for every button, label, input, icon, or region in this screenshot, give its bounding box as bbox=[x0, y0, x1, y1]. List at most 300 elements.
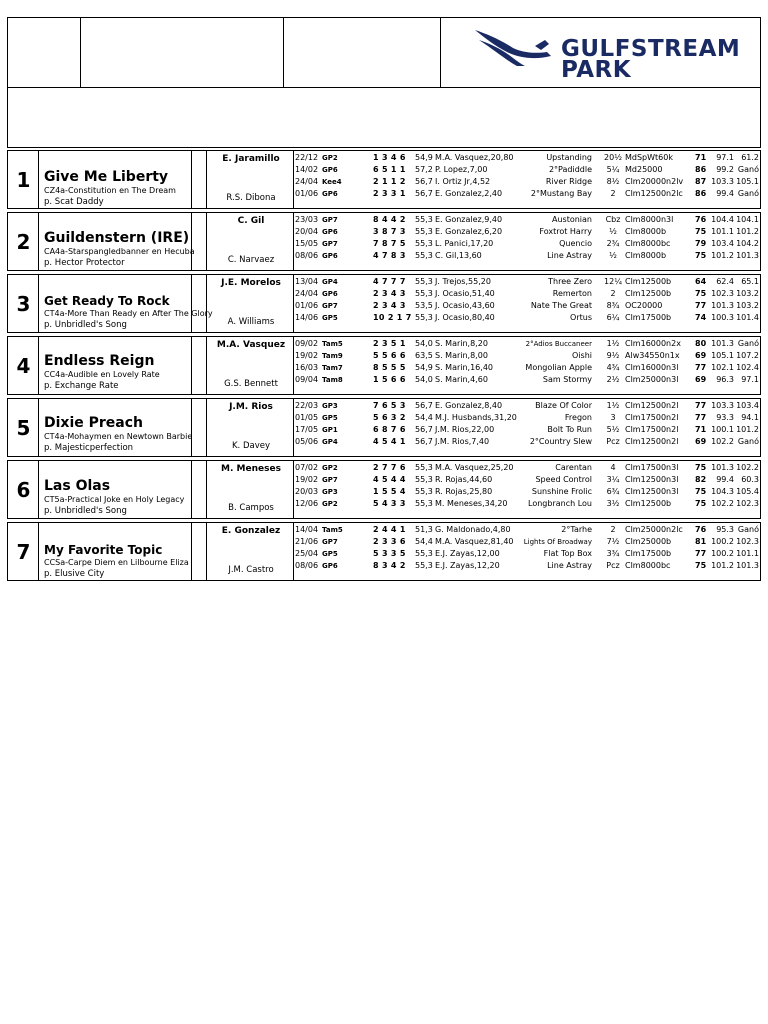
horse-pedigree: CT5a-Practical Joke en Holy Legacy bbox=[44, 495, 185, 504]
race-speed: 75 bbox=[695, 289, 707, 298]
race-speed: 75 bbox=[695, 251, 707, 260]
program-number: 1 bbox=[16, 167, 31, 192]
race-date: 08/06 bbox=[295, 561, 319, 570]
race-margin: 12¼ bbox=[604, 277, 622, 286]
race-class: Clm17500b bbox=[625, 549, 672, 558]
race-track: GP7 bbox=[322, 302, 338, 310]
race-jockey-odds: G. Maldonado,4,80 bbox=[435, 525, 511, 534]
race-figure-2: Ganó bbox=[737, 189, 759, 198]
race-figure-1: 100.3 bbox=[711, 313, 734, 322]
race-figure-2: 103.4 bbox=[736, 401, 759, 410]
race-track: GP6 bbox=[322, 190, 338, 198]
trainer-name: C. Narvaez bbox=[227, 255, 275, 265]
race-margin: 9½ bbox=[606, 351, 620, 360]
race-positions: 6 5 1 1 bbox=[373, 165, 406, 174]
race-track: Kee4 bbox=[322, 178, 342, 186]
program-number: 3 bbox=[16, 291, 31, 316]
race-weight: 56,7 bbox=[415, 401, 433, 410]
race-positions: 1 3 4 6 bbox=[373, 153, 406, 162]
race-jockey-odds: E. Gonzalez,9,40 bbox=[435, 215, 503, 224]
race-positions: 2 3 5 1 bbox=[373, 339, 406, 348]
jockey-name: J.E. Morelos bbox=[221, 278, 281, 288]
program-number: 4 bbox=[16, 353, 31, 378]
race-date: 09/02 bbox=[295, 339, 319, 348]
race-figure-2: 101.4 bbox=[736, 313, 759, 322]
entry-row bbox=[7, 460, 761, 519]
trainer-name: R.S. Dibona bbox=[226, 193, 276, 203]
race-margin: 2½ bbox=[606, 375, 620, 384]
race-positions: 2 3 4 3 bbox=[373, 301, 406, 310]
race-history bbox=[295, 214, 762, 262]
race-class: Clm8000bc bbox=[625, 239, 671, 248]
race-row bbox=[295, 374, 762, 386]
race-speed: 75 bbox=[695, 499, 707, 508]
race-date: 16/03 bbox=[295, 363, 319, 372]
race-figure-2: Ganó bbox=[737, 339, 759, 348]
race-winner: Sam Stormy bbox=[542, 375, 592, 384]
race-history bbox=[295, 400, 762, 448]
race-figure-1: 99.4 bbox=[716, 475, 734, 484]
race-date: 19/02 bbox=[295, 475, 319, 484]
horse-name: Dixie Preach bbox=[44, 415, 143, 431]
race-speed: 77 bbox=[695, 413, 707, 422]
race-margin: 8½ bbox=[606, 177, 620, 186]
race-date: 19/02 bbox=[295, 351, 319, 360]
jockey-name: J.M. Rios bbox=[229, 402, 273, 412]
race-jockey-odds: M. Meneses,34,20 bbox=[435, 499, 508, 508]
race-date: 22/12 bbox=[295, 153, 319, 162]
race-track: GP2 bbox=[322, 154, 338, 162]
race-weight: 54,9 bbox=[415, 363, 433, 372]
race-speed: 76 bbox=[695, 215, 707, 224]
race-positions: 4 5 4 1 bbox=[373, 437, 406, 446]
race-track: GP1 bbox=[322, 426, 338, 434]
race-jockey-odds: J. Trejos,55,20 bbox=[435, 277, 491, 286]
race-positions: 1 5 6 6 bbox=[373, 375, 406, 384]
race-winner: Bolt To Run bbox=[547, 425, 592, 434]
race-track: GP7 bbox=[322, 240, 338, 248]
race-figure-1: 101.2 bbox=[711, 251, 734, 260]
trainer-name: A. Williams bbox=[227, 317, 275, 327]
race-winner: Nate The Great bbox=[530, 301, 592, 310]
race-row bbox=[295, 152, 762, 164]
race-figure-2: 101.2 bbox=[736, 227, 759, 236]
race-date: 24/04 bbox=[295, 289, 319, 298]
race-jockey-odds: J. Ocasio,51,40 bbox=[435, 289, 495, 298]
race-row bbox=[295, 238, 762, 250]
entries-table bbox=[7, 150, 761, 584]
race-row bbox=[295, 214, 762, 226]
entry-row bbox=[7, 398, 761, 457]
race-figure-2: 65.1 bbox=[741, 277, 759, 286]
race-figure-1: 103.3 bbox=[711, 177, 734, 186]
header-cell-1 bbox=[8, 18, 81, 87]
jockey-name: C. Gil bbox=[237, 216, 265, 226]
race-date: 14/04 bbox=[295, 525, 319, 534]
race-weight: 55,3 bbox=[415, 277, 433, 286]
race-winner: Sunshine Frolic bbox=[531, 487, 592, 496]
race-figure-1: 102.1 bbox=[711, 363, 734, 372]
race-class: Clm16000n2x bbox=[625, 339, 681, 348]
race-winner: Blaze Of Color bbox=[535, 401, 592, 410]
race-jockey-odds: E.J. Zayas,12,20 bbox=[435, 561, 500, 570]
race-date: 15/05 bbox=[295, 239, 319, 248]
spacer-cell bbox=[192, 523, 207, 580]
race-jockey-odds: R. Rojas,44,60 bbox=[435, 475, 493, 484]
jockey-name: E. Jaramillo bbox=[222, 154, 280, 164]
horse-pedigree: CZ4a-Constitution en The Dream bbox=[44, 186, 176, 195]
race-jockey-odds: R. Rojas,25,80 bbox=[435, 487, 493, 496]
race-speed: 86 bbox=[695, 165, 707, 174]
race-row bbox=[295, 560, 762, 572]
race-track: GP3 bbox=[322, 402, 338, 410]
race-track: GP6 bbox=[322, 290, 338, 298]
trainer-name: K. Davey bbox=[231, 441, 271, 451]
race-winner: Mongolian Apple bbox=[525, 363, 592, 372]
race-positions: 7 6 5 3 bbox=[373, 401, 406, 410]
race-date: 20/03 bbox=[295, 487, 319, 496]
race-margin: ½ bbox=[609, 251, 617, 260]
race-speed: 77 bbox=[695, 549, 707, 558]
race-track: GP6 bbox=[322, 252, 338, 260]
race-figure-1: 101.2 bbox=[711, 561, 734, 570]
race-figure-1: 97.1 bbox=[716, 153, 734, 162]
race-positions: 2 7 7 6 bbox=[373, 463, 406, 472]
race-weight: 55,3 bbox=[415, 313, 433, 322]
race-track: GP5 bbox=[322, 314, 338, 322]
race-class: Clm25000n2lc bbox=[625, 525, 683, 534]
race-row bbox=[295, 226, 762, 238]
horse-name: Las Olas bbox=[44, 478, 111, 494]
race-margin: 2 bbox=[610, 289, 616, 298]
race-class: Clm17500n2l bbox=[625, 413, 679, 422]
race-winner: Carentan bbox=[555, 463, 592, 472]
horse-icon bbox=[473, 26, 553, 66]
race-speed: 69 bbox=[695, 351, 707, 360]
race-figure-1: 101.1 bbox=[711, 227, 734, 236]
race-weight: 56,7 bbox=[415, 425, 433, 434]
race-row bbox=[295, 176, 762, 188]
race-margin: Pcz bbox=[606, 437, 620, 446]
race-history bbox=[295, 276, 762, 324]
race-weight: 55,3 bbox=[415, 251, 433, 260]
race-winner: Quencio bbox=[559, 239, 592, 248]
race-winner: 2°Mustang Bay bbox=[530, 189, 592, 198]
race-row bbox=[295, 486, 762, 498]
horse-name: My Favorite Topic bbox=[44, 543, 163, 557]
race-figure-1: 103.3 bbox=[711, 401, 734, 410]
race-margin: 1½ bbox=[606, 339, 620, 348]
race-winner: Speed Control bbox=[535, 475, 592, 484]
race-margin: ½ bbox=[609, 227, 617, 236]
entry-row bbox=[7, 522, 761, 581]
horse-name: Get Ready To Rock bbox=[44, 294, 170, 308]
race-row bbox=[295, 424, 762, 436]
logo-line-2: PARK bbox=[561, 57, 632, 84]
race-class: Clm12500n2l bbox=[625, 437, 679, 446]
race-track: Tam8 bbox=[322, 376, 343, 384]
race-class: Clm12500n2l bbox=[625, 401, 679, 410]
race-figure-2: 97.1 bbox=[741, 375, 759, 384]
race-speed: 79 bbox=[695, 239, 707, 248]
race-class: Clm8000bc bbox=[625, 561, 671, 570]
race-track: GP4 bbox=[322, 278, 338, 286]
race-weight: 55,3 bbox=[415, 239, 433, 248]
race-margin: 3 bbox=[610, 413, 616, 422]
race-winner: Three Zero bbox=[548, 277, 592, 286]
race-figure-1: 101.3 bbox=[711, 301, 734, 310]
race-positions: 2 1 1 2 bbox=[373, 177, 406, 186]
race-track: Tam7 bbox=[322, 364, 343, 372]
race-row bbox=[295, 474, 762, 486]
race-row bbox=[295, 300, 762, 312]
race-figure-2: 101.3 bbox=[736, 251, 759, 260]
race-positions: 5 6 3 2 bbox=[373, 413, 406, 422]
race-margin: 3¼ bbox=[606, 475, 620, 484]
race-jockey-odds: J. Ocasio,43,60 bbox=[435, 301, 495, 310]
race-jockey-odds: I. Ortiz Jr,4,52 bbox=[435, 177, 491, 186]
race-winner: Fregon bbox=[564, 413, 592, 422]
race-class: Clm8000b bbox=[625, 251, 667, 260]
race-date: 17/05 bbox=[295, 425, 319, 434]
race-weight: 55,3 bbox=[415, 215, 433, 224]
race-positions: 2 3 3 1 bbox=[373, 189, 406, 198]
race-jockey-odds: L. Panici,17,20 bbox=[435, 239, 494, 248]
logo-line-1: GULFSTREAM bbox=[561, 36, 741, 62]
race-weight: 56,7 bbox=[415, 437, 433, 446]
race-winner: Foxtrot Harry bbox=[539, 227, 592, 236]
race-positions: 4 7 8 3 bbox=[373, 251, 406, 260]
race-figure-1: 96.3 bbox=[716, 375, 734, 384]
race-jockey-odds: C. Gil,13,60 bbox=[435, 251, 482, 260]
race-row bbox=[295, 498, 762, 510]
horse-pedigree: CC4a-Audible en Lovely Rate bbox=[44, 370, 160, 379]
horse-sire: p. Unbridled's Song bbox=[44, 320, 127, 330]
race-speed: 69 bbox=[695, 437, 707, 446]
trainer-name: J.M. Castro bbox=[228, 565, 274, 575]
race-class: Clm12500b bbox=[625, 277, 672, 286]
race-weight: 54,0 bbox=[415, 339, 433, 348]
jockey-name: M. Meneses bbox=[221, 464, 281, 474]
race-figure-1: 105.1 bbox=[711, 351, 734, 360]
race-figure-2: 101.2 bbox=[736, 425, 759, 434]
race-jockey-odds: J. Ocasio,80,40 bbox=[435, 313, 495, 322]
race-row bbox=[295, 188, 762, 200]
race-positions: 8 3 4 2 bbox=[373, 561, 406, 570]
race-speed: 87 bbox=[695, 177, 707, 186]
race-positions: 1 5 5 4 bbox=[373, 487, 406, 496]
race-track: GP6 bbox=[322, 562, 338, 570]
horse-sire: p. Scat Daddy bbox=[44, 197, 104, 207]
race-winner: Flat Top Box bbox=[543, 549, 592, 558]
race-figure-1: 99.2 bbox=[716, 165, 734, 174]
race-margin: 3½ bbox=[606, 499, 620, 508]
race-positions: 8 5 5 5 bbox=[373, 363, 406, 372]
race-margin: Pcz bbox=[606, 561, 620, 570]
race-positions: 3 8 7 3 bbox=[373, 227, 406, 236]
logo-text bbox=[561, 36, 741, 84]
race-history bbox=[295, 524, 762, 572]
spacer-cell bbox=[192, 337, 207, 394]
race-jockey-odds: S. Marin,16,40 bbox=[435, 363, 493, 372]
race-date: 21/06 bbox=[295, 537, 319, 546]
program-number: 7 bbox=[16, 539, 31, 564]
horse-sire: p. Hector Protector bbox=[44, 258, 125, 268]
race-speed: 75 bbox=[695, 227, 707, 236]
race-margin: 1½ bbox=[606, 401, 620, 410]
race-class: Clm25000n3l bbox=[625, 375, 679, 384]
race-class: Clm12500n3l bbox=[625, 475, 679, 484]
race-weight: 55,3 bbox=[415, 475, 433, 484]
race-speed: 77 bbox=[695, 363, 707, 372]
spacer-cell bbox=[192, 461, 207, 518]
race-jockey-odds: M.A. Vasquez,81,40 bbox=[435, 537, 514, 546]
race-row bbox=[295, 312, 762, 324]
race-positions: 4 7 7 7 bbox=[373, 277, 406, 286]
race-jockey-odds: M.A. Vasquez,25,20 bbox=[435, 463, 514, 472]
race-winner: 2°Padiddle bbox=[548, 165, 592, 174]
race-jockey-odds: E.J. Zayas,12,00 bbox=[435, 549, 500, 558]
race-positions: 2 3 4 3 bbox=[373, 289, 406, 298]
jockey-name: E. Gonzalez bbox=[221, 526, 281, 536]
program-number: 2 bbox=[16, 229, 31, 254]
race-figure-1: 100.2 bbox=[711, 537, 734, 546]
race-figure-2: 104.2 bbox=[736, 239, 759, 248]
race-weight: 57,2 bbox=[415, 165, 433, 174]
race-weight: 55,3 bbox=[415, 499, 433, 508]
horse-pedigree: CT4a-More Than Ready en After The Glory bbox=[44, 309, 213, 318]
race-positions: 5 4 3 3 bbox=[373, 499, 406, 508]
race-class: Clm12500n2lc bbox=[625, 189, 683, 198]
race-speed: 77 bbox=[695, 301, 707, 310]
race-winner: 2°Country Slew bbox=[529, 437, 592, 446]
program-number: 5 bbox=[16, 415, 31, 440]
race-track: GP5 bbox=[322, 550, 338, 558]
race-row bbox=[295, 362, 762, 374]
race-margin: Cbz bbox=[605, 215, 621, 224]
race-margin: 2 bbox=[610, 525, 616, 534]
race-figure-1: 100.1 bbox=[711, 425, 734, 434]
race-figure-2: 103.2 bbox=[736, 301, 759, 310]
race-jockey-odds: P. Lopez,7,00 bbox=[435, 165, 488, 174]
race-speed: 86 bbox=[695, 189, 707, 198]
race-weight: 55,3 bbox=[415, 227, 433, 236]
race-date: 13/04 bbox=[295, 277, 319, 286]
race-date: 24/04 bbox=[295, 177, 319, 186]
horse-sire: p. Majesticperfection bbox=[44, 443, 134, 453]
race-history bbox=[295, 462, 762, 510]
race-margin: 6¼ bbox=[606, 313, 620, 322]
race-figure-2: Ganó bbox=[737, 165, 759, 174]
horse-pedigree: CA4a-Starspangledbanner en Hecuba bbox=[44, 247, 195, 256]
race-class: Alw34550n1x bbox=[625, 351, 680, 360]
race-margin: 2¾ bbox=[606, 239, 620, 248]
race-figure-2: 102.2 bbox=[736, 463, 759, 472]
race-class: Clm17500b bbox=[625, 313, 672, 322]
race-date: 12/06 bbox=[295, 499, 319, 508]
race-track: GP7 bbox=[322, 476, 338, 484]
race-date: 20/04 bbox=[295, 227, 319, 236]
race-weight: 55,3 bbox=[415, 561, 433, 570]
race-figure-1: 104.4 bbox=[711, 215, 734, 224]
race-jockey-odds: E. Gonzalez,2,40 bbox=[435, 189, 503, 198]
race-positions: 6 8 7 6 bbox=[373, 425, 406, 434]
race-date: 08/06 bbox=[295, 251, 319, 260]
race-margin: 8¾ bbox=[606, 301, 620, 310]
race-winner: Upstanding bbox=[546, 153, 592, 162]
horse-sire: p. Exchange Rate bbox=[44, 381, 119, 391]
race-jockey-odds: J.M. Rios,7,40 bbox=[435, 437, 490, 446]
race-track: GP3 bbox=[322, 488, 338, 496]
race-jockey-odds: M.A. Vasquez,20,80 bbox=[435, 153, 514, 162]
race-positions: 8 4 4 2 bbox=[373, 215, 406, 224]
race-track: Tam5 bbox=[322, 340, 343, 348]
race-weight: 54,4 bbox=[415, 537, 433, 546]
race-class: Clm8000n3l bbox=[625, 215, 674, 224]
race-figure-2: 102.3 bbox=[736, 499, 759, 508]
race-speed: 71 bbox=[695, 425, 707, 434]
race-speed: 76 bbox=[695, 525, 707, 534]
entry-row bbox=[7, 336, 761, 395]
race-winner: Austonian bbox=[551, 215, 592, 224]
race-figure-2: 103.2 bbox=[736, 289, 759, 298]
race-positions: 10 2 1 7 bbox=[373, 313, 412, 322]
race-row bbox=[295, 350, 762, 362]
race-figure-2: 104.1 bbox=[736, 215, 759, 224]
race-date: 01/06 bbox=[295, 301, 319, 310]
race-class: Clm17500n3l bbox=[625, 463, 679, 472]
race-figure-1: 102.2 bbox=[711, 437, 734, 446]
race-margin: 2 bbox=[610, 189, 616, 198]
race-positions: 2 4 4 1 bbox=[373, 525, 406, 534]
race-row bbox=[295, 462, 762, 474]
race-speed: 80 bbox=[695, 339, 707, 348]
race-track: GP5 bbox=[322, 414, 338, 422]
race-date: 22/03 bbox=[295, 401, 319, 410]
race-row bbox=[295, 548, 762, 560]
race-winner: Ortus bbox=[570, 313, 592, 322]
race-track: GP7 bbox=[322, 538, 338, 546]
race-winner: Lights Of Broadway bbox=[523, 538, 592, 546]
race-speed: 64 bbox=[695, 277, 707, 286]
race-figure-1: 101.3 bbox=[711, 339, 734, 348]
race-class: Clm20000n2lv bbox=[625, 177, 684, 186]
race-track: GP6 bbox=[322, 228, 338, 236]
race-weight: 55,3 bbox=[415, 487, 433, 496]
race-margin: 7½ bbox=[606, 537, 620, 546]
race-track: GP2 bbox=[322, 500, 338, 508]
race-figure-1: 102.3 bbox=[711, 289, 734, 298]
race-figure-1: 62.4 bbox=[716, 277, 734, 286]
race-weight: 54,0 bbox=[415, 375, 433, 384]
race-figure-2: 101.1 bbox=[736, 549, 759, 558]
race-figure-2: Ganó bbox=[737, 525, 759, 534]
spacer-cell bbox=[192, 399, 207, 456]
race-date: 14/06 bbox=[295, 313, 319, 322]
race-positions: 4 5 4 4 bbox=[373, 475, 406, 484]
race-row bbox=[295, 524, 762, 536]
spacer-cell bbox=[192, 151, 207, 208]
race-jockey-odds: S. Marin,8,20 bbox=[435, 339, 488, 348]
race-winner: Line Astray bbox=[547, 251, 592, 260]
entry-row bbox=[7, 150, 761, 209]
race-figure-1: 101.3 bbox=[711, 463, 734, 472]
race-jockey-odds: S. Marin,4,60 bbox=[435, 375, 488, 384]
race-figure-1: 102.2 bbox=[711, 499, 734, 508]
race-class: OC20000 bbox=[625, 301, 663, 310]
race-class: MdSpWt60k bbox=[625, 153, 673, 162]
horse-name: Endless Reign bbox=[44, 353, 155, 369]
